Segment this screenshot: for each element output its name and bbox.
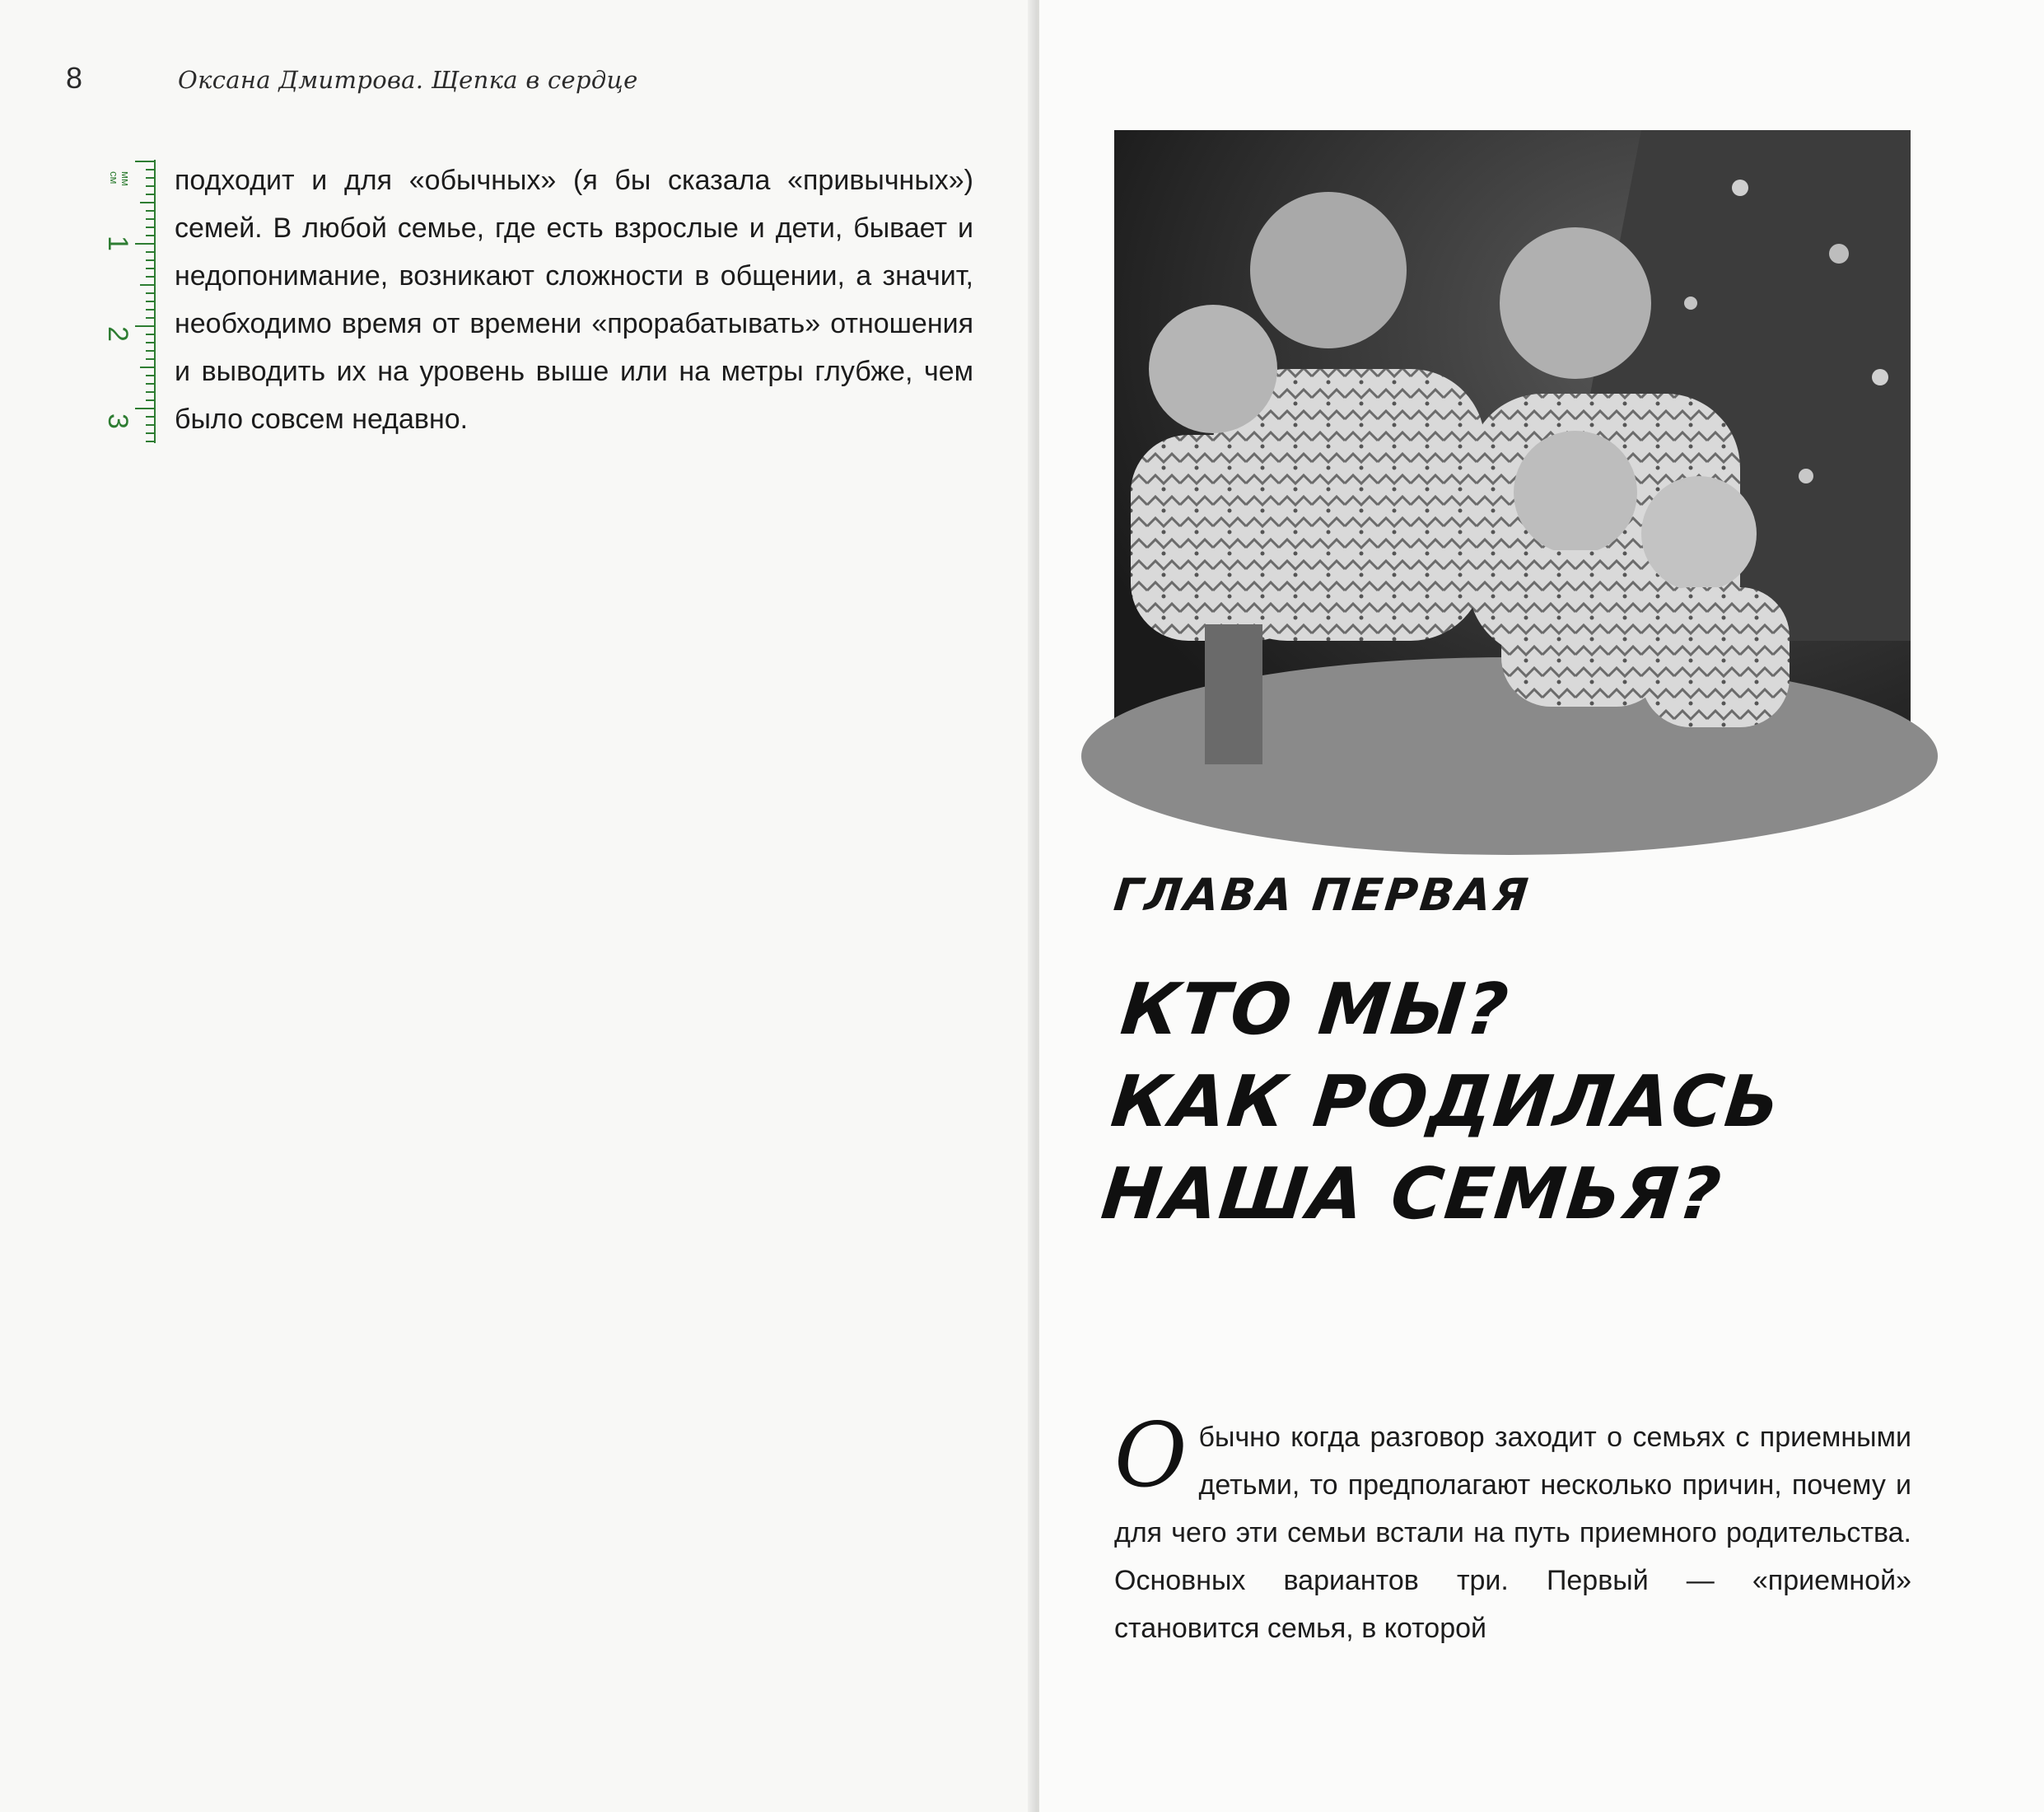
running-head: Оксана Дмитрова. Щепка в сердце — [178, 66, 638, 94]
chapter-title — [1097, 964, 1999, 1240]
chapter-title-line: КТО МЫ? — [1117, 969, 1514, 1051]
ruler-icon — [102, 156, 158, 446]
chapter-label: ГЛАВА ПЕРВАЯ — [1111, 869, 1533, 921]
page-number: 8 — [66, 61, 83, 95]
chapter-title-line: КАК РОДИЛАСЬ — [1107, 1061, 1785, 1143]
family-photo-image — [1114, 130, 1911, 783]
paragraph-right — [1114, 1404, 1911, 1652]
ruler-label-1: 1 — [102, 236, 133, 251]
body-text-left — [175, 156, 973, 443]
body-text-right — [1114, 1404, 1911, 1652]
ruler-label-2: 2 — [102, 326, 133, 342]
dropcap: О — [1114, 1404, 1188, 1507]
chapter-title-line: НАША СЕМЬЯ? — [1097, 1153, 1726, 1235]
ruler-label-3: 3 — [102, 413, 133, 429]
ruler-unit-cm: см — [108, 171, 120, 184]
paragraph-left: подходит и для «обычных» (я бы сказала «привычных») семей. В любой семье, где есть взрослые и дети, бывает и недопонимание, возникают сложности в общении, а значит, необходимо время от времени «прорабатывать» отношения и выводить их на уровень выше или на метры глубже, чем было совсем недавно. — [175, 165, 973, 435]
ruler-unit-mm: мм — [119, 171, 132, 186]
paragraph-right-text: бычно когда разговор заходит о семьях с приемными детьми, то предполагают несколько причин, почему и для чего эти семьи встали на путь приемного родительства. Основных вариантов три. Первый — «приемной» становится семья, в которой — [1114, 1422, 1911, 1644]
right-page — [1039, 0, 2044, 1812]
family-photo — [1114, 130, 1911, 783]
